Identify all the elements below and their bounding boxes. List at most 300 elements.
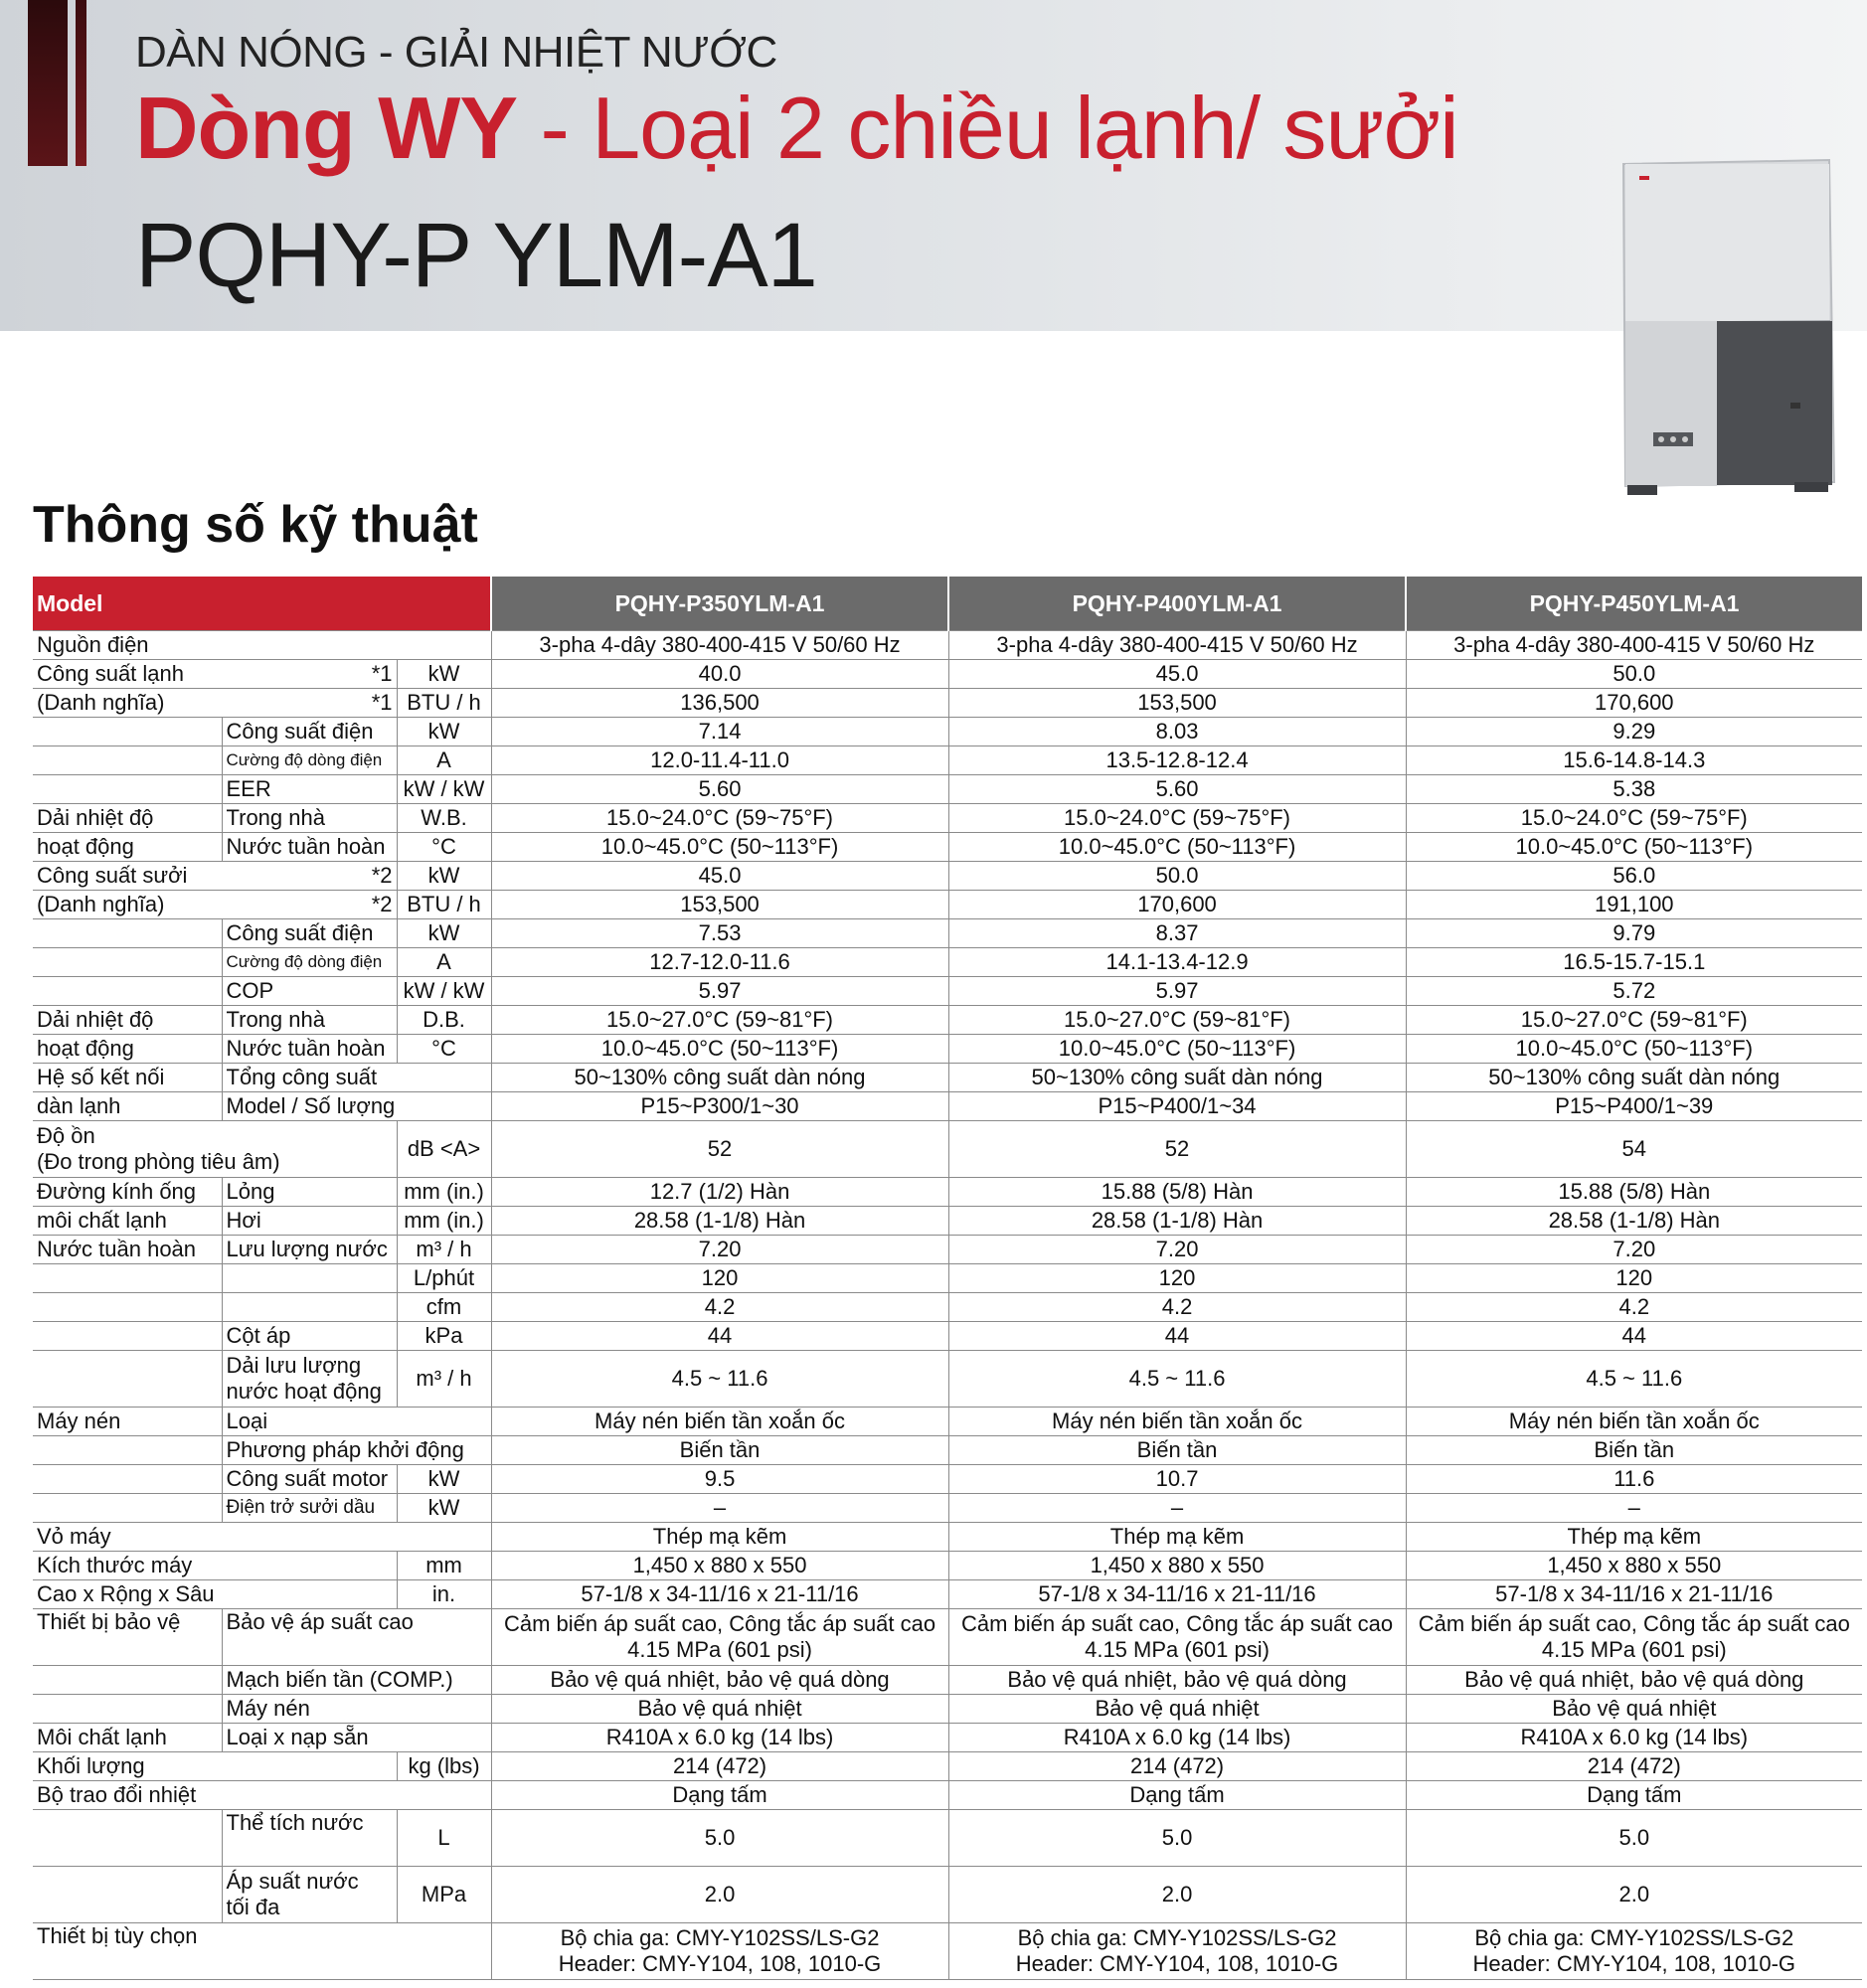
row-label: Cao x Rộng x Sâu [33,1580,397,1609]
table-cell: Bảo vệ quá nhiệt, bảo vệ quá dòng [1406,1666,1862,1695]
table-row [33,1322,1862,1351]
row-sublabel: EER [222,775,397,804]
table-cell [1406,1923,1862,1980]
table-cell [491,1609,948,1666]
row-label-empty [33,1293,222,1322]
table-cell: Bảo vệ quá nhiệt, bảo vệ quá dòng [948,1666,1406,1695]
row-sublabel: Điện trở sưởi dầu [222,1494,397,1523]
row-label: Hệ số kết nối [33,1064,222,1092]
row-sublabel: Loại [222,1408,491,1436]
table-row [33,919,1862,948]
table-cell: 4.2 [948,1293,1406,1322]
row-label-empty [33,1351,222,1408]
row-label-empty [33,746,222,775]
table-cell: 9.5 [491,1465,948,1494]
table-cell: Thép mạ kẽm [948,1523,1406,1552]
table-cell: 5.72 [1406,977,1862,1006]
table-cell: Bảo vệ quá nhiệt, bảo vệ quá dòng [491,1666,948,1695]
unit-cell: kW / kW [397,775,491,804]
row-label: Nguồn điện [33,631,491,660]
row-label: (Danh nghĩa) [33,689,222,718]
table-cell: Thép mạ kẽm [491,1523,948,1552]
table-cell: Dạng tấm [1406,1781,1862,1810]
table-cell: 45.0 [491,862,948,891]
max-pressure-sublabel: tối đa [226,1895,280,1919]
note-mark: *2 [222,891,397,919]
table-row [33,1923,1862,1980]
row-label-empty [33,1494,222,1523]
table-cell: 15.0~27.0°C (59~81°F) [491,1006,948,1035]
table-cell: Dạng tấm [491,1781,948,1810]
table-cell: 214 (472) [1406,1752,1862,1781]
unit-cell: mm (in.) [397,1178,491,1207]
table-cell: 3-pha 4-dây 380-400-415 V 50/60 Hz [491,631,948,660]
table-row [33,1436,1862,1465]
row-label: dàn lạnh [33,1092,222,1121]
table-row [33,660,1862,689]
table-row [33,1609,1862,1666]
row-label-empty [33,948,222,977]
row-label: Môi chất lạnh [33,1724,222,1752]
table-row [33,862,1862,891]
row-label-empty [33,919,222,948]
table-row [33,1867,1862,1923]
unit-cell: dB <A> [397,1121,491,1178]
cell-line: Bộ chia ga: CMY-Y102SS/LS-G2 [560,1925,880,1950]
table-row [33,1695,1862,1724]
row-label-empty [33,1666,222,1695]
table-row [33,1408,1862,1436]
table-cell: 5.60 [948,775,1406,804]
table-cell: 10.0~45.0°C (50~113°F) [1406,833,1862,862]
row-label: Máy nén [33,1408,222,1436]
series-title [135,78,1458,179]
table-row [33,689,1862,718]
table-row [33,1035,1862,1064]
table-cell: 10.0~45.0°C (50~113°F) [491,833,948,862]
table-cell: 50~130% công suất dàn nóng [1406,1064,1862,1092]
table-cell: 44 [491,1322,948,1351]
row-sublabel: Công suất điện [222,718,397,746]
cell-line: Header: CMY-Y104, 108, 1010-G [558,1951,882,1976]
table-cell: Máy nén biến tần xoắn ốc [1406,1408,1862,1436]
table-cell: 50~130% công suất dàn nóng [948,1064,1406,1092]
table-cell: 5.60 [491,775,948,804]
table-cell: Biến tần [948,1436,1406,1465]
table-cell: Dạng tấm [948,1781,1406,1810]
table-cell: R410A x 6.0 kg (14 lbs) [948,1724,1406,1752]
row-sublabel: Cường độ dòng điện [222,948,397,977]
model-column-header: PQHY-P400YLM-A1 [948,577,1406,631]
table-row [33,775,1862,804]
unit-cell: cfm [397,1293,491,1322]
table-cell: 28.58 (1-1/8) Hàn [491,1207,948,1236]
unit-cell: °C [397,833,491,862]
table-cell: 5.97 [948,977,1406,1006]
table-row [33,833,1862,862]
row-label-empty [33,1436,222,1465]
table-cell: 16.5-15.7-15.1 [1406,948,1862,977]
cell-line: Cảm biến áp suất cao, Công tắc áp suất cao [503,1611,936,1636]
table-cell: 15.0~27.0°C (59~81°F) [1406,1006,1862,1035]
row-label-empty [33,977,222,1006]
row-sublabel: Cột áp [222,1322,397,1351]
row-sublabel: Cường độ dòng điện [222,746,397,775]
table-cell: 13.5-12.8-12.4 [948,746,1406,775]
table-cell: 28.58 (1-1/8) Hàn [948,1207,1406,1236]
table-cell [948,1923,1406,1980]
row-sublabel: Tổng công suất [222,1064,491,1092]
table-cell: 56.0 [1406,862,1862,891]
table-header-row [33,577,1862,631]
row-label: môi chất lạnh [33,1207,222,1236]
model-column-header: PQHY-P450YLM-A1 [1406,577,1862,631]
row-label [33,1121,397,1178]
table-cell: 5.0 [491,1810,948,1867]
table-row [33,1064,1862,1092]
table-cell: 1,450 x 880 x 550 [1406,1552,1862,1580]
table-cell: 44 [948,1322,1406,1351]
row-label: Công suất sưởi [33,862,222,891]
note-mark: *2 [222,862,397,891]
table-cell: P15~P400/1~39 [1406,1092,1862,1121]
cell-line: 4.15 MPa (601 psi) [1085,1637,1270,1662]
table-row [33,948,1862,977]
table-cell: 9.79 [1406,919,1862,948]
table-cell: 8.37 [948,919,1406,948]
note-mark: *1 [222,689,397,718]
table-cell [491,1923,948,1980]
table-row [33,1351,1862,1408]
table-row [33,1236,1862,1264]
table-cell: 191,100 [1406,891,1862,919]
table-cell: 52 [491,1121,948,1178]
row-label: Thiết bị bảo vệ [33,1609,222,1666]
model-header: Model [33,577,491,631]
table-row [33,1121,1862,1178]
table-cell: 5.0 [1406,1810,1862,1867]
category-kicker: DÀN NÓNG - GIẢI NHIỆT NƯỚC [135,28,777,77]
row-sublabel-empty [222,1264,397,1293]
row-label: Nước tuần hoàn [33,1236,222,1264]
table-cell: Biến tần [1406,1436,1862,1465]
cell-line: Cảm biến áp suất cao, Công tắc áp suất cao [960,1611,1394,1636]
table-cell: 5.38 [1406,775,1862,804]
table-cell: 3-pha 4-dây 380-400-415 V 50/60 Hz [1406,631,1862,660]
accent-bar-thin [76,0,86,166]
unit-cell: kW [397,660,491,689]
unit-cell: m³ / h [397,1236,491,1264]
row-sublabel: Mạch biến tần (COMP.) [222,1666,491,1695]
unit-cell: kW [397,1465,491,1494]
table-cell: 3-pha 4-dây 380-400-415 V 50/60 Hz [948,631,1406,660]
cell-line: Header: CMY-Y104, 108, 1010-G [1472,1951,1796,1976]
table-row [33,1006,1862,1035]
table-cell: 1,450 x 880 x 550 [491,1552,948,1580]
spec-table [33,577,1862,1980]
row-sublabel: Lỏng [222,1178,397,1207]
table-row [33,1092,1862,1121]
cell-line: Header: CMY-Y104, 108, 1010-G [1015,1951,1339,1976]
row-label: hoạt động [33,1035,222,1064]
row-sublabel: Phương pháp khởi động [222,1436,491,1465]
table-cell: 7.20 [1406,1236,1862,1264]
table-cell: 28.58 (1-1/8) Hàn [1406,1207,1862,1236]
cell-line: Bộ chia ga: CMY-Y102SS/LS-G2 [1017,1925,1337,1950]
table-cell: 12.7-12.0-11.6 [491,948,948,977]
table-cell: Bảo vệ quá nhiệt [1406,1695,1862,1724]
unit-cell: kW / kW [397,977,491,1006]
table-cell: 14.1-13.4-12.9 [948,948,1406,977]
table-cell: 136,500 [491,689,948,718]
table-cell: 10.0~45.0°C (50~113°F) [1406,1035,1862,1064]
table-cell: Máy nén biến tần xoắn ốc [491,1408,948,1436]
table-cell: 10.0~45.0°C (50~113°F) [948,833,1406,862]
table-cell: 57-1/8 x 34-11/16 x 21-11/16 [1406,1580,1862,1609]
row-label: Đường kính ống [33,1178,222,1207]
cell-line: Bộ chia ga: CMY-Y102SS/LS-G2 [1474,1925,1794,1950]
table-cell: 44 [1406,1322,1862,1351]
table-row [33,1178,1862,1207]
row-label-empty [33,1810,222,1867]
table-row [33,804,1862,833]
row-label: Kích thước máy [33,1552,397,1580]
row-sublabel: Nước tuần hoàn [222,1035,397,1064]
table-cell: R410A x 6.0 kg (14 lbs) [1406,1724,1862,1752]
table-row [33,1666,1862,1695]
row-sublabel: Hơi [222,1207,397,1236]
noise-label: Độ ồn [37,1123,95,1148]
table-row [33,1752,1862,1781]
table-cell: 120 [491,1264,948,1293]
row-label-empty [33,775,222,804]
table-cell: Máy nén biến tần xoắn ốc [948,1408,1406,1436]
table-cell: Biến tần [491,1436,948,1465]
table-cell: 214 (472) [948,1752,1406,1781]
table-row [33,1580,1862,1609]
noise-sublabel: (Đo trong phòng tiêu âm) [37,1149,280,1174]
table-row [33,1465,1862,1494]
table-cell: 15.0~24.0°C (59~75°F) [948,804,1406,833]
cell-line: Cảm biến áp suất cao, Công tắc áp suất cao [1418,1611,1850,1636]
cell-line: 4.15 MPa (601 psi) [627,1637,812,1662]
table-cell: 15.0~27.0°C (59~81°F) [948,1006,1406,1035]
unit-cell: in. [397,1580,491,1609]
row-sublabel [222,1867,397,1923]
row-label: Dải nhiệt độ [33,804,222,833]
unit-cell: A [397,746,491,775]
table-cell: Bảo vệ quá nhiệt [948,1695,1406,1724]
table-row [33,1552,1862,1580]
unit-cell: mm (in.) [397,1207,491,1236]
unit-cell: kW [397,718,491,746]
table-cell: 4.2 [1406,1293,1862,1322]
table-row [33,1264,1862,1293]
table-row [33,1781,1862,1810]
table-cell: 50.0 [948,862,1406,891]
table-cell: 40.0 [491,660,948,689]
table-cell: 4.2 [491,1293,948,1322]
table-cell: 120 [1406,1264,1862,1293]
table-cell: R410A x 6.0 kg (14 lbs) [491,1724,948,1752]
unit-cell: L/phút [397,1264,491,1293]
table-row [33,1810,1862,1867]
row-sublabel: Nước tuần hoàn [222,833,397,862]
unit-cell: BTU / h [397,891,491,919]
cell-line: 4.15 MPa (601 psi) [1541,1637,1727,1662]
table-cell [1406,1609,1862,1666]
table-cell: P15~P400/1~34 [948,1092,1406,1121]
table-cell: 7.53 [491,919,948,948]
table-cell: 15.6-14.8-14.3 [1406,746,1862,775]
table-row [33,631,1862,660]
table-cell: 170,600 [1406,689,1862,718]
table-cell: Thép mạ kẽm [1406,1523,1862,1552]
unit-cell: kPa [397,1322,491,1351]
table-cell: 7.20 [491,1236,948,1264]
series-rest: - Loại 2 chiều lạnh/ sưởi [517,79,1458,177]
table-cell: 15.0~24.0°C (59~75°F) [491,804,948,833]
table-cell: 57-1/8 x 34-11/16 x 21-11/16 [491,1580,948,1609]
unit-cell: L [397,1810,491,1867]
max-pressure-label: Áp suất nước [226,1869,359,1894]
table-cell: 2.0 [491,1867,948,1923]
unit-cell: kW [397,919,491,948]
model-column-header: PQHY-P350YLM-A1 [491,577,948,631]
table-cell: 1,450 x 880 x 550 [948,1552,1406,1580]
row-label-empty [33,718,222,746]
row-sublabel: Thể tích nước [222,1810,397,1867]
table-cell: P15~P300/1~30 [491,1092,948,1121]
table-cell: 4.5 ~ 11.6 [491,1351,948,1408]
row-label-empty [33,1695,222,1724]
table-cell: – [948,1494,1406,1523]
row-label: Thiết bị tùy chọn [33,1923,491,1980]
table-cell: 170,600 [948,891,1406,919]
table-row [33,891,1862,919]
table-cell: 15.0~24.0°C (59~75°F) [1406,804,1862,833]
unit-cell: °C [397,1035,491,1064]
row-label: Bộ trao đổi nhiệt [33,1781,491,1810]
outdoor-unit-photo [1606,154,1844,502]
table-cell: 10.0~45.0°C (50~113°F) [948,1035,1406,1064]
table-cell: 52 [948,1121,1406,1178]
table-cell: 5.97 [491,977,948,1006]
table-row [33,1293,1862,1322]
table-row [33,977,1862,1006]
table-cell: 11.6 [1406,1465,1862,1494]
table-cell: 214 (472) [491,1752,948,1781]
unit-cell: kW [397,862,491,891]
row-sublabel: Model / Số lượng [222,1092,491,1121]
table-cell: 2.0 [1406,1867,1862,1923]
table-cell: 9.29 [1406,718,1862,746]
table-cell: 153,500 [948,689,1406,718]
table-cell: 10.7 [948,1465,1406,1494]
row-sublabel: Công suất motor [222,1465,397,1494]
table-row [33,746,1862,775]
row-label: Vỏ máy [33,1523,491,1552]
table-cell: 57-1/8 x 34-11/16 x 21-11/16 [948,1580,1406,1609]
table-cell: 8.03 [948,718,1406,746]
table-row [33,1523,1862,1552]
table-cell: 10.0~45.0°C (50~113°F) [491,1035,948,1064]
row-sublabel [222,1351,397,1408]
table-cell: 120 [948,1264,1406,1293]
table-cell [948,1609,1406,1666]
unit-cell: kW [397,1494,491,1523]
row-label: hoạt động [33,833,222,862]
table-cell: – [1406,1494,1862,1523]
row-label: Khối lượng [33,1752,397,1781]
flow-range-label: Dải lưu lượng [226,1353,362,1378]
table-cell: 15.88 (5/8) Hàn [1406,1178,1862,1207]
unit-cell: D.B. [397,1006,491,1035]
table-cell: 45.0 [948,660,1406,689]
row-sublabel-empty [222,1293,397,1322]
table-cell: 12.0-11.4-11.0 [491,746,948,775]
table-cell: 4.5 ~ 11.6 [1406,1351,1862,1408]
row-sublabel: Trong nhà [222,804,397,833]
row-sublabel: Máy nén [222,1695,491,1724]
table-row [33,718,1862,746]
table-row [33,1724,1862,1752]
unit-cell: mm [397,1552,491,1580]
table-cell: 5.0 [948,1810,1406,1867]
row-sublabel: Bảo vệ áp suất cao [222,1609,491,1666]
row-sublabel: Lưu lượng nước [222,1236,397,1264]
table-cell: 7.14 [491,718,948,746]
row-label: Công suất lạnh [33,660,222,689]
unit-cell: A [397,948,491,977]
table-cell: 12.7 (1/2) Hàn [491,1178,948,1207]
unit-cell: kg (lbs) [397,1752,491,1781]
row-label: (Danh nghĩa) [33,891,222,919]
accent-bar-wide [28,0,68,166]
unit-cell: BTU / h [397,689,491,718]
row-label: Dải nhiệt độ [33,1006,222,1035]
table-cell: 153,500 [491,891,948,919]
row-label-empty [33,1867,222,1923]
unit-cell: W.B. [397,804,491,833]
row-sublabel: Công suất điện [222,919,397,948]
row-label-empty [33,1465,222,1494]
table-cell: 4.5 ~ 11.6 [948,1351,1406,1408]
row-sublabel: Loại x nạp sẵn [222,1724,491,1752]
table-row [33,1207,1862,1236]
table-cell: 15.88 (5/8) Hàn [948,1178,1406,1207]
table-cell: 2.0 [948,1867,1406,1923]
model-code: PQHY-P YLM-A1 [135,205,817,306]
row-sublabel: COP [222,977,397,1006]
row-label-empty [33,1322,222,1351]
table-cell: 7.20 [948,1236,1406,1264]
table-cell: – [491,1494,948,1523]
table-cell: 50.0 [1406,660,1862,689]
unit-cell: MPa [397,1867,491,1923]
flow-range-sublabel: nước hoạt động [226,1379,382,1404]
table-row [33,1494,1862,1523]
unit-cell: m³ / h [397,1351,491,1408]
table-cell: 50~130% công suất dàn nóng [491,1064,948,1092]
note-mark: *1 [222,660,397,689]
series-bold: Dòng WY [135,79,518,177]
table-cell: 54 [1406,1121,1862,1178]
row-label-empty [33,1264,222,1293]
table-cell: Bảo vệ quá nhiệt [491,1695,948,1724]
section-title: Thông số kỹ thuật [33,496,478,554]
row-sublabel: Trong nhà [222,1006,397,1035]
